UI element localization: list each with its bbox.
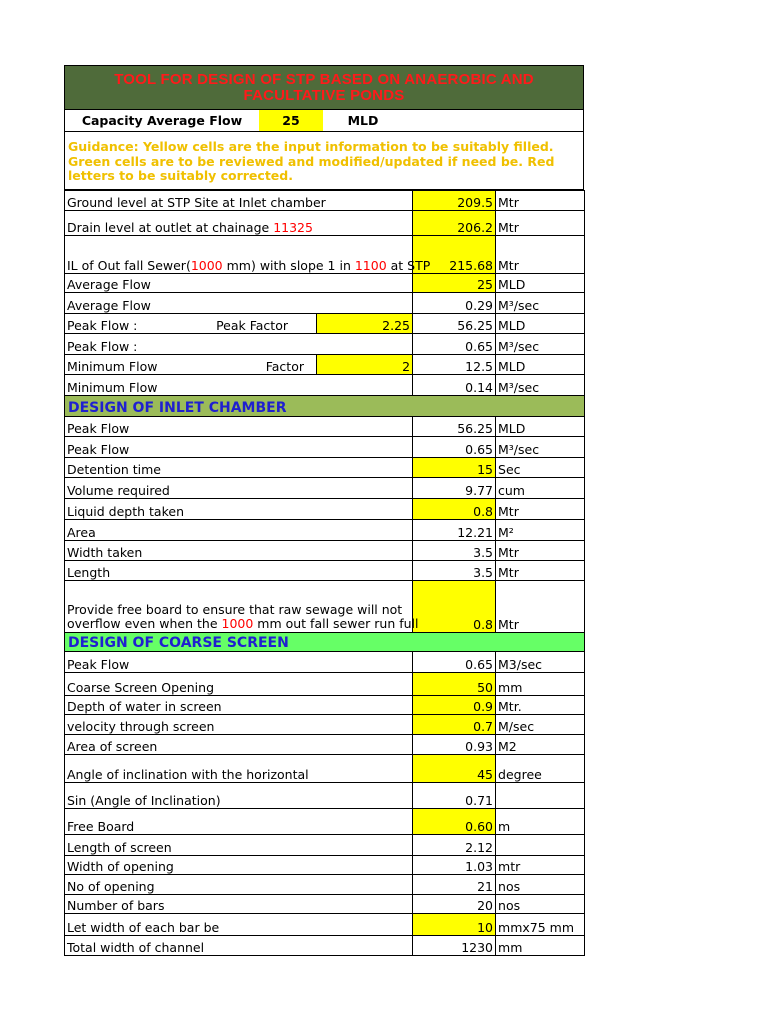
width-opening-unit: mtr xyxy=(496,856,585,875)
channel-width-unit: mm xyxy=(496,936,585,956)
peak-flow-value: 56.25 xyxy=(413,314,496,334)
angle-value[interactable]: 45 xyxy=(413,755,496,783)
min-flow-m3-unit: M³/sec xyxy=(496,375,585,396)
min-flow-unit: MLD xyxy=(496,355,585,375)
min-flow-text: Minimum Flow xyxy=(67,359,158,374)
table-row xyxy=(65,561,585,581)
table-row xyxy=(65,417,585,437)
table-row xyxy=(65,191,585,211)
peak-flow-label xyxy=(65,314,317,334)
table-row xyxy=(65,236,585,274)
freeboard-diameter: 1000 xyxy=(221,616,254,631)
inlet-width-value: 3.5 xyxy=(413,541,496,561)
freeboard-text: overflow even when the xyxy=(67,616,222,631)
table-row xyxy=(65,499,585,520)
table-row xyxy=(65,478,585,499)
table-row xyxy=(65,458,585,478)
volume-value: 9.77 xyxy=(413,478,496,499)
num-opening-unit: nos xyxy=(496,875,585,895)
sin-label: Sin (Angle of Inclination) xyxy=(65,783,413,809)
il-text-c: at STP xyxy=(386,258,431,273)
num-opening-label: No of opening xyxy=(65,875,413,895)
inlet-peak-m3-unit: M³/sec xyxy=(496,437,585,458)
inlet-freeboard-unit: Mtr xyxy=(496,581,585,633)
screen-opening-label: Coarse Screen Opening xyxy=(65,673,413,696)
liquid-depth-label: Liquid depth taken xyxy=(65,499,413,520)
design-table xyxy=(64,190,585,956)
inlet-chamber-heading: DESIGN OF INLET CHAMBER xyxy=(65,396,585,417)
freeboard-line1: Provide free board to ensure that raw sewage will not xyxy=(67,602,403,617)
capacity-row xyxy=(64,110,584,132)
coarse-screen-heading: DESIGN OF COARSE SCREEN xyxy=(65,633,585,652)
table-row xyxy=(65,334,585,355)
min-factor-input[interactable]: 2 xyxy=(317,355,413,375)
velocity-value[interactable]: 0.7 xyxy=(413,715,496,735)
table-row xyxy=(65,895,585,914)
avg-flow-label: Average Flow xyxy=(65,274,413,293)
table-row xyxy=(65,856,585,875)
capacity-label: Capacity Average Flow xyxy=(81,113,243,128)
avg-flow-value[interactable]: 25 xyxy=(413,274,496,293)
num-bars-value: 20 xyxy=(413,895,496,914)
inlet-length-value: 3.5 xyxy=(413,561,496,581)
water-depth-unit: Mtr. xyxy=(496,696,585,715)
screen-peak-label: Peak Flow xyxy=(65,652,413,673)
peak-flow-m3-value: 0.65 xyxy=(413,334,496,355)
table-row xyxy=(65,437,585,458)
peak-flow-m3-label: Peak Flow : xyxy=(65,334,413,355)
table-row xyxy=(65,673,585,696)
liquid-depth-unit: Mtr xyxy=(496,499,585,520)
inlet-length-unit: Mtr xyxy=(496,561,585,581)
table-row xyxy=(65,809,585,835)
screen-length-unit xyxy=(496,835,585,856)
table-row xyxy=(65,652,585,673)
freeboard-line2 xyxy=(67,616,419,631)
peak-flow-m3-unit: M³/sec xyxy=(496,334,585,355)
peak-flow-unit: MLD xyxy=(496,314,585,334)
screen-length-label: Length of screen xyxy=(65,835,413,856)
design-sheet xyxy=(64,65,584,956)
detention-value[interactable]: 15 xyxy=(413,458,496,478)
channel-width-value: 1230 xyxy=(413,936,496,956)
inlet-peak-unit: MLD xyxy=(496,417,585,437)
detention-unit: Sec xyxy=(496,458,585,478)
inlet-peak-m3-label: Peak Flow xyxy=(65,437,413,458)
inlet-area-value: 12.21 xyxy=(413,520,496,541)
bar-width-label: Let width of each bar be xyxy=(65,914,413,936)
num-opening-value: 21 xyxy=(413,875,496,895)
min-flow-m3-label: Minimum Flow xyxy=(65,375,413,396)
table-row xyxy=(65,211,585,236)
min-flow-value: 12.5 xyxy=(413,355,496,375)
inlet-peak-label: Peak Flow xyxy=(65,417,413,437)
freeboard-text-end: mm out fall sewer run full xyxy=(253,616,419,631)
inlet-width-label: Width taken xyxy=(65,541,413,561)
min-flow-m3-value: 0.14 xyxy=(413,375,496,396)
il-outfall-label xyxy=(65,236,431,274)
table-row xyxy=(65,715,585,735)
velocity-unit: M/sec xyxy=(496,715,585,735)
drain-level-label xyxy=(65,211,413,236)
table-row xyxy=(65,375,585,396)
guidance-note: Guidance: Yellow cells are the input information to be suitably filled. Green cells are to be reviewed and modified/updated if need be. Red letters to be suitably corrected. xyxy=(64,132,584,190)
il-slope: 1100 xyxy=(354,258,387,273)
peak-flow-text: Peak Flow : xyxy=(67,318,138,333)
il-text-b: mm) with slope 1 in xyxy=(222,258,355,273)
inlet-width-unit: Mtr xyxy=(496,541,585,561)
section-header xyxy=(65,633,585,652)
ground-level-value[interactable]: 209.5 xyxy=(413,191,496,211)
table-row xyxy=(65,696,585,715)
sin-unit xyxy=(496,783,585,809)
avg-flow-m3-unit: M³/sec xyxy=(496,293,585,314)
screen-opening-value[interactable]: 50 xyxy=(413,673,496,696)
velocity-label: velocity through screen xyxy=(65,715,413,735)
drain-level-unit: Mtr xyxy=(496,211,585,236)
screen-opening-unit: mm xyxy=(496,673,585,696)
drain-level-text: Drain level at outlet at chainage xyxy=(67,220,274,235)
peak-factor-label: Peak Factor xyxy=(216,318,288,333)
sin-value: 0.71 xyxy=(413,783,496,809)
screen-freeboard-value[interactable]: 0.60 xyxy=(413,809,496,835)
screen-peak-unit: M3/sec xyxy=(496,652,585,673)
table-row xyxy=(65,875,585,895)
il-diameter: 1000 xyxy=(190,258,223,273)
ground-level-label: Ground level at STP Site at Inlet chamber xyxy=(65,191,413,211)
channel-width-label: Total width of channel xyxy=(65,936,413,956)
water-depth-value[interactable]: 0.9 xyxy=(413,696,496,715)
capacity-input[interactable]: 25 xyxy=(259,110,323,131)
angle-unit: degree xyxy=(496,755,585,783)
screen-freeboard-label: Free Board xyxy=(65,809,413,835)
screen-freeboard-unit: m xyxy=(496,809,585,835)
volume-label: Volume required xyxy=(65,478,413,499)
volume-unit: cum xyxy=(496,478,585,499)
table-row xyxy=(65,581,585,633)
avg-flow-m3-label: Average Flow xyxy=(65,293,413,314)
inlet-peak-value: 56.25 xyxy=(413,417,496,437)
water-depth-label: Depth of water in screen xyxy=(65,696,413,715)
table-row xyxy=(65,520,585,541)
drain-level-value[interactable]: 206.2 xyxy=(413,211,496,236)
width-opening-label: Width of opening xyxy=(65,856,413,875)
capacity-unit: MLD xyxy=(347,113,379,128)
screen-area-value: 0.93 xyxy=(413,735,496,755)
il-text-a: IL of Out fall Sewer( xyxy=(67,258,191,273)
table-row xyxy=(65,355,585,375)
inlet-freeboard-value[interactable]: 0.8 xyxy=(413,581,496,633)
peak-factor-input[interactable]: 2.25 xyxy=(317,314,413,334)
screen-peak-value: 0.65 xyxy=(413,652,496,673)
width-opening-value: 1.03 xyxy=(413,856,496,875)
table-row xyxy=(65,293,585,314)
inlet-area-unit: M² xyxy=(496,520,585,541)
avg-flow-unit: MLD xyxy=(496,274,585,293)
min-flow-label xyxy=(65,355,317,375)
inlet-length-label: Length xyxy=(65,561,413,581)
angle-label: Angle of inclination with the horizontal xyxy=(65,755,413,783)
section-header xyxy=(65,396,585,417)
detention-label: Detention time xyxy=(65,458,413,478)
ground-level-unit: Mtr xyxy=(496,191,585,211)
table-row xyxy=(65,835,585,856)
num-bars-label: Number of bars xyxy=(65,895,413,914)
inlet-peak-m3-value: 0.65 xyxy=(413,437,496,458)
il-outfall-value[interactable]: 215.68 xyxy=(413,236,496,274)
avg-flow-m3-value: 0.29 xyxy=(413,293,496,314)
table-row xyxy=(65,314,585,334)
sheet-title: TOOL FOR DESIGN OF STP BASED ON ANAEROBIC AND FACULTATIVE PONDS xyxy=(64,65,584,110)
bar-width-unit: mmx75 mm xyxy=(496,914,585,936)
bar-width-value[interactable]: 10 xyxy=(413,914,496,936)
table-row xyxy=(65,735,585,755)
table-row xyxy=(65,541,585,561)
table-row xyxy=(65,274,585,293)
inlet-freeboard-label xyxy=(65,581,419,633)
screen-area-unit: M2 xyxy=(496,735,585,755)
table-row xyxy=(65,936,585,956)
drain-chainage: 11325 xyxy=(273,220,313,235)
screen-area-label: Area of screen xyxy=(65,735,413,755)
table-row xyxy=(65,755,585,783)
inlet-area-label: Area xyxy=(65,520,413,541)
liquid-depth-value[interactable]: 0.8 xyxy=(413,499,496,520)
table-row xyxy=(65,783,585,809)
table-row xyxy=(65,914,585,936)
min-factor-label: Factor xyxy=(265,359,304,374)
screen-length-value: 2.12 xyxy=(413,835,496,856)
num-bars-unit: nos xyxy=(496,895,585,914)
il-outfall-unit: Mtr xyxy=(496,236,585,274)
